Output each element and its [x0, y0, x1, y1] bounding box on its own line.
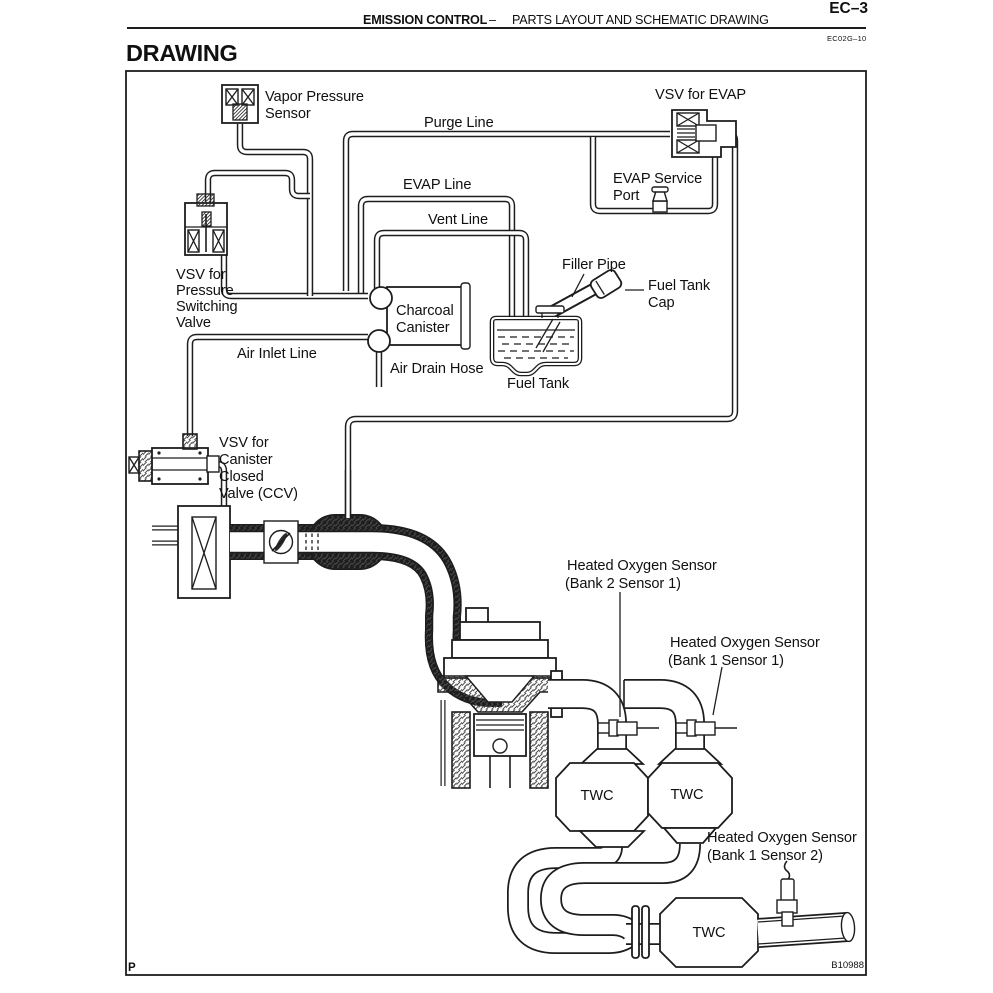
label-evap-service-port-2: Port	[613, 188, 640, 204]
label-fuel-tank: Fuel Tank	[507, 376, 570, 392]
exhaust-elbow-bank1	[624, 680, 690, 752]
label-fuel-tank-cap-2: Cap	[648, 295, 675, 311]
label-ho2s-b2s1-1: Heated Oxygen Sensor	[567, 558, 717, 574]
intake-chamber	[444, 658, 556, 678]
label-air-inlet-line: Air Inlet Line	[237, 346, 317, 362]
label-fuel-tank-cap-1: Fuel Tank	[648, 278, 711, 294]
tailpipe	[758, 912, 855, 944]
label-vsv-psv-2: Pressure	[176, 283, 234, 299]
air-cleaner-inlet-stubs	[152, 528, 180, 543]
evap-service-port-icon	[652, 187, 668, 212]
cylinder-wall-left	[452, 712, 470, 788]
doc-code: EC02G–10	[827, 34, 867, 43]
label-vent-line: Vent Line	[428, 212, 488, 228]
leader-bank1-sensor1	[713, 667, 722, 715]
label-ho2s-b1s2-1: Heated Oxygen Sensor	[707, 830, 857, 846]
o2-sensor-bank2-sensor1-icon	[598, 720, 659, 736]
label-charcoal-canister-1: Charcoal	[396, 303, 454, 319]
psv-upper-pipe	[208, 173, 310, 204]
label-vsv-psv-4: Valve	[176, 315, 211, 331]
label-ho2s-b1s1-1: Heated Oxygen Sensor	[670, 635, 820, 651]
label-charcoal-canister-2: Canister	[396, 320, 450, 336]
header-subsection: PARTS LAYOUT AND SCHEMATIC DRAWING	[512, 13, 769, 27]
label-vsv-psv-3: Switching	[176, 299, 238, 315]
connecting-rod	[490, 756, 510, 788]
label-ho2s-b2s1-2: (Bank 2 Sensor 1)	[565, 576, 681, 592]
label-air-drain-hose: Air Drain Hose	[390, 361, 484, 377]
page-marker: P	[128, 962, 136, 974]
label-twc-bank2: TWC	[580, 788, 614, 804]
page-title: DRAWING	[126, 40, 238, 66]
header-section: EMISSION CONTROL	[363, 13, 488, 27]
label-twc-bank1: TWC	[670, 787, 704, 803]
vapor-pressure-sensor-icon	[222, 85, 258, 123]
label-vsv-ccv-3: Closed	[219, 469, 264, 485]
label-vsv-ccv-4: Valve (CCV)	[219, 486, 298, 502]
label-vapor-pressure-sensor-2: Sensor	[265, 106, 311, 122]
label-vsv-ccv-1: VSV for	[219, 435, 269, 451]
vsv-pressure-switching-valve-icon	[185, 194, 227, 255]
label-ho2s-b1s2-2: (Bank 1 Sensor 2)	[707, 848, 823, 864]
vsv-ccv-icon	[129, 434, 219, 484]
air-cleaner	[178, 506, 230, 598]
o2-sensor-bank1-sensor1-icon	[676, 720, 737, 736]
page-code: EC–3	[829, 0, 868, 17]
label-vapor-pressure-sensor-1: Vapor Pressure	[265, 89, 364, 105]
label-filler-pipe: Filler Pipe	[562, 257, 626, 273]
label-vsv-for-evap: VSV for EVAP	[655, 87, 746, 103]
header-separator: –	[489, 13, 496, 27]
figure-code: B10988	[831, 960, 864, 971]
label-purge-line: Purge Line	[424, 115, 494, 131]
vapor-pressure-sensor-pipe	[240, 124, 310, 296]
tank-top-fitting	[536, 306, 564, 313]
label-evap-line: EVAP Line	[403, 177, 472, 193]
fuel-tank-shell	[492, 318, 580, 374]
label-vsv-ccv-2: Canister	[219, 452, 273, 468]
label-twc-underfloor: TWC	[692, 925, 726, 941]
label-vsv-psv-1: VSV for	[176, 267, 226, 283]
label-evap-service-port-1: EVAP Service	[613, 171, 703, 187]
piston-pin	[493, 739, 507, 753]
vsv-evap-icon	[672, 110, 736, 157]
label-ho2s-b1s1-2: (Bank 1 Sensor 1)	[668, 653, 784, 669]
cylinder-wall-right	[530, 712, 548, 788]
